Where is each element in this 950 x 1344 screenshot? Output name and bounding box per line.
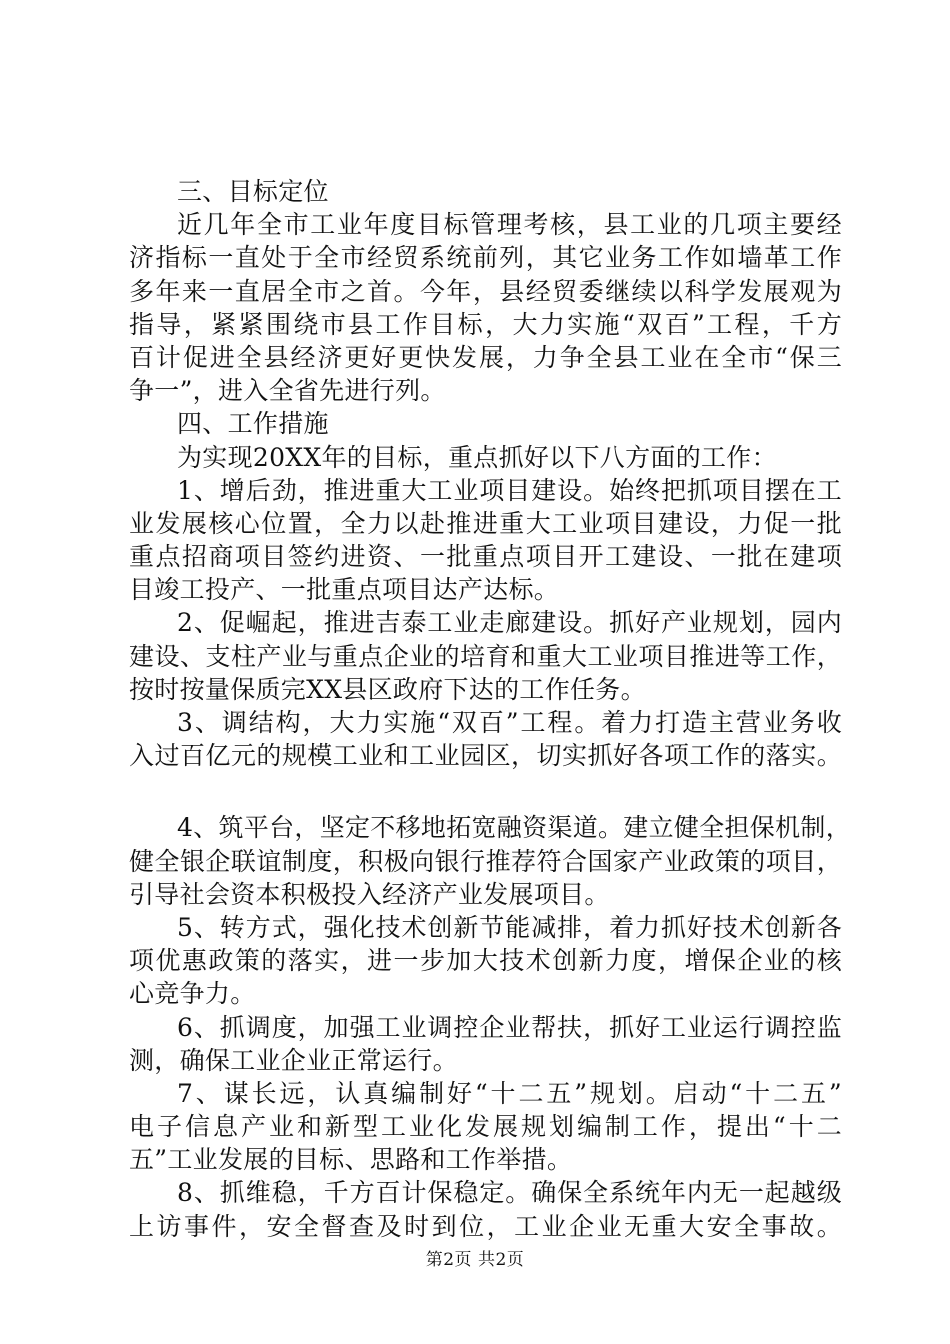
paragraph-line: 引导社会资本积极投入经济产业发展项目。 [129, 879, 610, 909]
paragraph-line: 按时按量保质完XX县区政府下达的工作任务。 [129, 674, 646, 704]
paragraph-line: 健全银企联谊制度，积极向银行推荐符合国家产业政策的项目， [129, 846, 842, 876]
list-item-7: 7、谋长远，认真编制好“十二五”规划。启动“十二五” [177, 1078, 842, 1108]
paragraph-line: 指导，紧紧围绕市县工作目标，大力实施“双百”工程，千方 [129, 309, 842, 339]
paragraph-line: 五”工业发展的目标、思路和工作举措。 [129, 1145, 573, 1175]
paragraph-line: 多年来一直居全市之首。今年，县经贸委继续以科学发展观为 [129, 276, 842, 306]
paragraph-line: 争一”，进入全省先进行列。 [129, 376, 446, 406]
page-footer: 第2页 共2页 [425, 1250, 525, 1270]
paragraph-line: 近几年全市工业年度目标管理考核，县工业的几项主要经 [177, 210, 842, 240]
paragraph-line: 重点招商项目签约进资、一批重点项目开工建设、一批在建项 [129, 542, 842, 572]
paragraph-line: 项优惠政策的落实，进一步加大技术创新力度，增保企业的核 [129, 946, 842, 976]
paragraph-line: 心竞争力。 [129, 979, 256, 1009]
list-item-6: 6、抓调度，加强工业调控企业帮扶，抓好工业运行调控监 [177, 1012, 842, 1042]
paragraph-line: 济指标一直处于全市经贸系统前列，其它业务工作如墙革工作 [129, 243, 842, 273]
list-item-3: 3、调结构，大力实施“双百”工程。着力打造主营业务收 [177, 708, 842, 737]
list-item-8: 8、抓维稳，千方百计保稳定。确保全系统年内无一起越级 [177, 1178, 842, 1208]
list-item-5: 5、转方式，强化技术创新节能减排，着力抓好技术创新各 [177, 912, 842, 942]
paragraph-line: 百计促进全县经济更好更快发展，力争全县工业在全市“保三 [129, 342, 842, 372]
paragraph-line: 目竣工投产、一批重点项目达产达标。 [129, 575, 560, 605]
paragraph-line: 为实现20XX年的目标，重点抓好以下八方面的工作： [177, 442, 777, 472]
list-item-4: 4、筑平台，坚定不移地拓宽融资渠道。建立健全担保机制， [177, 813, 852, 843]
document-body [129, 175, 852, 1243]
paragraph-line: 测，确保工业企业正常运行。 [129, 1045, 458, 1075]
paragraph-gap [129, 772, 842, 811]
paragraph-line: 电子信息产业和新型工业化发展规划编制工作，提出“十二 [129, 1112, 842, 1142]
list-item-1: 1、增后劲，推进重大工业项目建设。始终把抓项目摆在工 [177, 475, 842, 505]
paragraph-line: 入过百亿元的规模工业和工业园区，切实抓好各项工作的落实。 [129, 741, 842, 771]
paragraph-line: 业发展核心位置，全力以赴推进重大工业项目建设，力促一批 [129, 508, 842, 538]
section-heading-measures: 四、工作措施 [177, 409, 329, 439]
section-heading-goal: 三、目标定位 [177, 177, 329, 206]
paragraph-line: 建设、支柱产业与重点企业的培育和重大工业项目推进等工作， [129, 641, 842, 671]
paragraph-line: 上访事件，安全督查及时到位，工业企业无重大安全事故。 [129, 1211, 842, 1241]
list-item-2: 2、促崛起，推进吉泰工业走廊建设。抓好产业规划，园内 [177, 608, 842, 638]
